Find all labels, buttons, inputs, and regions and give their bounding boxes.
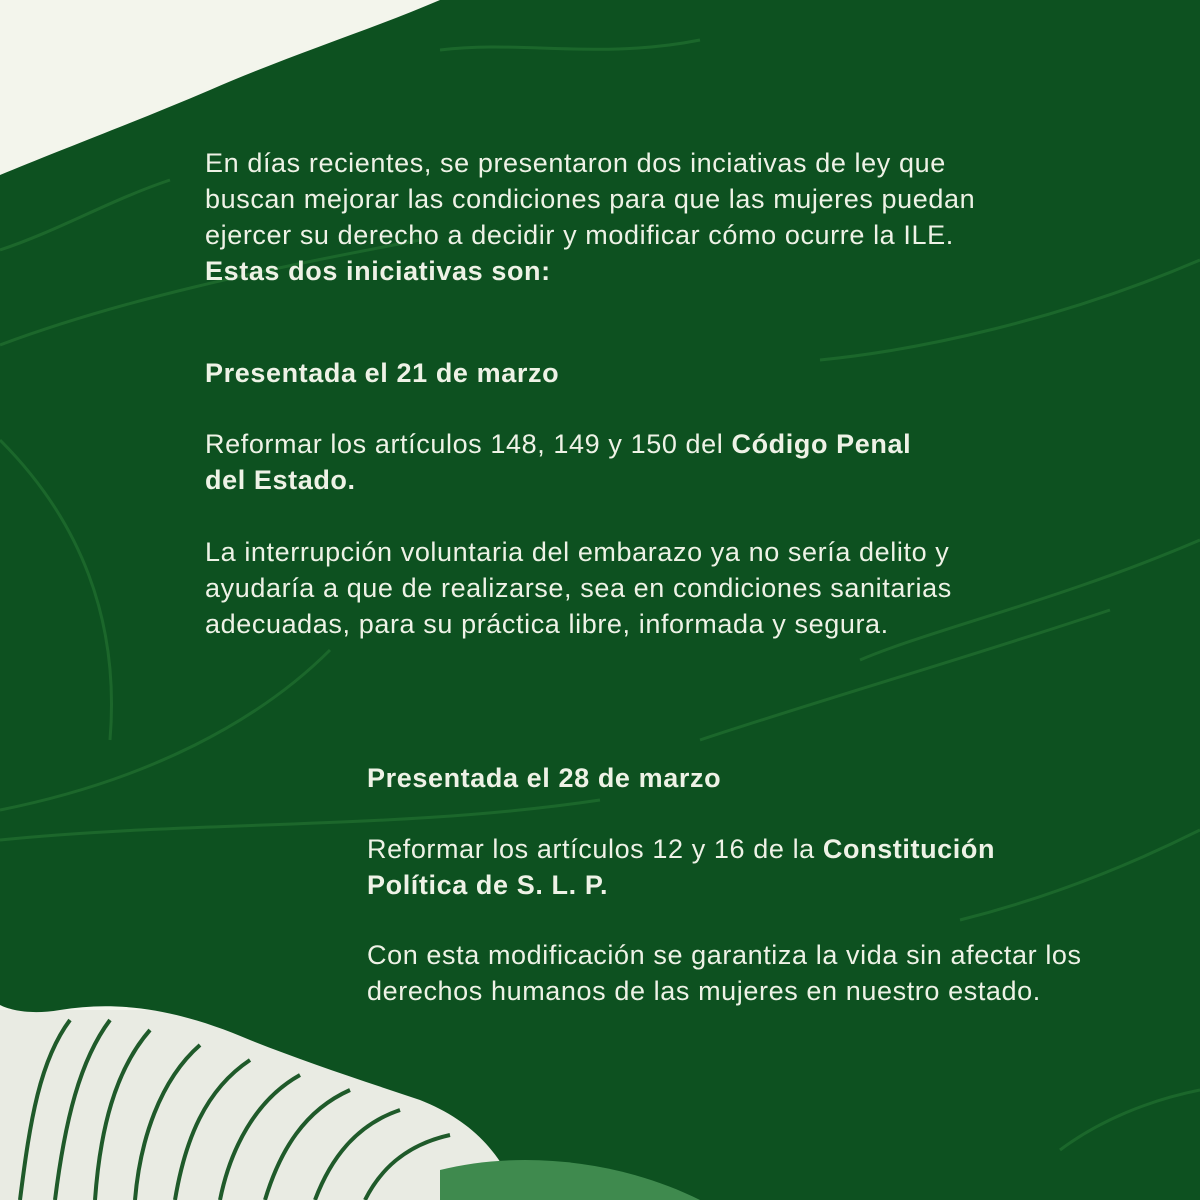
intro-line-3: ejercer su derecho a decidir y modificar cómo ocurre la ILE. — [205, 220, 954, 250]
initiative-1-reform-text: Reformar los artículos 148, 149 y 150 del — [205, 429, 732, 459]
initiative-1-law: Código Penal del Estado. — [205, 429, 912, 495]
initiative-1-heading: Presentada el 21 de marzo — [205, 358, 560, 388]
intro-line-2: buscan mejorar las condiciones para que las mujeres puedan — [205, 184, 976, 214]
initiative-2-effect: Con esta modificación se garantiza la vida sin afectar los derechos humanos de las mujeres en nuestro estado. — [367, 940, 1082, 1006]
initiative-2-heading: Presentada el 28 de marzo — [367, 763, 722, 793]
initiative-1-reform — [205, 426, 925, 498]
initiative-2-law: Constitución Política de S. L. P. — [367, 834, 996, 900]
intro-paragraph — [205, 145, 1105, 289]
initiative-2-reform-text: Reformar los artículos 12 y 16 de la — [367, 834, 823, 864]
intro-lead: Estas dos iniciativas son: — [205, 256, 551, 286]
initiative-1-effect: La interrupción voluntaria del embarazo ya no sería delito y ayudaría a que de realizarse, sea en condiciones sanitarias adecuadas, para su práctica libre, informada y segura. — [205, 537, 952, 639]
initiative-2-reform — [367, 831, 1087, 903]
intro-line-1: En días recientes, se presentaron dos inciativas de ley que — [205, 148, 946, 178]
